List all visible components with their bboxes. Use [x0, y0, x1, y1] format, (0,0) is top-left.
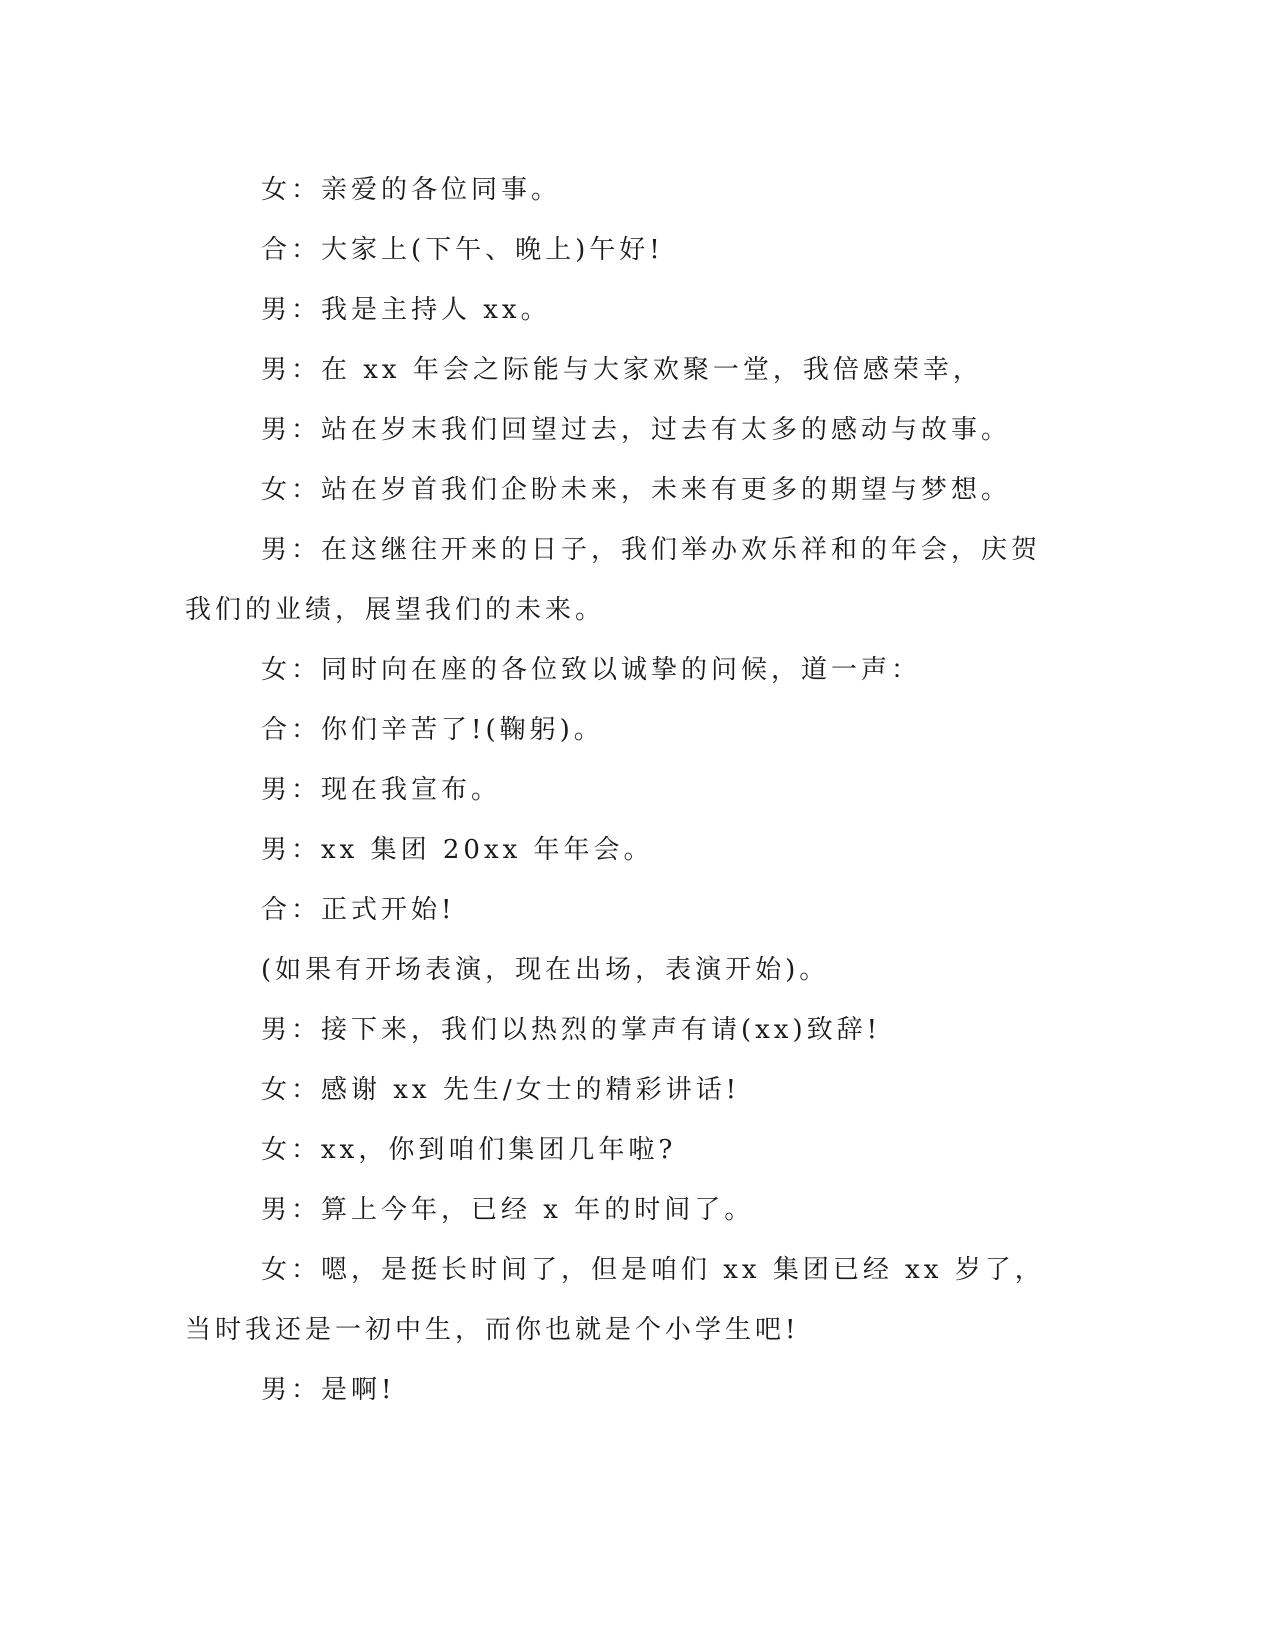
- paragraph-4: 男：在 xx 年会之际能与大家欢聚一堂，我倍感荣幸，: [261, 355, 983, 385]
- paragraph-12: 合：正式开始!: [261, 895, 456, 925]
- paragraph-19: 男：是啊!: [261, 1375, 396, 1405]
- paragraph-7: 男：在这继往开来的日子，我们举办欢乐祥和的年会，庆贺我们的业绩，展望我们的未来。: [185, 535, 1042, 625]
- document-body: [185, 160, 1065, 1420]
- paragraph-8: 女：同时向在座的各位致以诚挚的问候，道一声：: [261, 655, 922, 685]
- paragraph-3: 男：我是主持人 xx。: [261, 295, 551, 325]
- paragraph-9: 合：你们辛苦了!(鞠躬)。: [261, 715, 604, 745]
- paragraph-16: 女：xx，你到咱们集团几年啦?: [261, 1135, 677, 1165]
- paragraph-10: 男：现在我宣布。: [261, 775, 502, 805]
- paragraph-1: 女：亲爱的各位同事。: [261, 175, 562, 205]
- paragraph-5: 男：站在岁末我们回望过去，过去有太多的感动与故事。: [261, 415, 1012, 445]
- paragraph-11: 男：xx 集团 20xx 年年会。: [261, 835, 654, 865]
- paragraph-14: 男：接下来，我们以热烈的掌声有请(xx)致辞!: [261, 1015, 882, 1045]
- paragraph-13: (如果有开场表演，现在出场，表演开始)。: [261, 955, 830, 985]
- paragraph-6: 女：站在岁首我们企盼未来，未来有更多的期望与梦想。: [261, 475, 1012, 505]
- paragraph-2: 合：大家上(下午、晚上)午好!: [261, 235, 664, 265]
- paragraph-18: 女：嗯，是挺长时间了，但是咱们 xx 集团已经 xx 岁了，当时我还是一初中生，而你也就是个小学生吧!: [185, 1255, 1045, 1345]
- paragraph-17: 男：算上今年，已经 x 年的时间了。: [261, 1195, 755, 1225]
- paragraph-15: 女：感谢 xx 先生/女士的精彩讲话!: [261, 1075, 741, 1105]
